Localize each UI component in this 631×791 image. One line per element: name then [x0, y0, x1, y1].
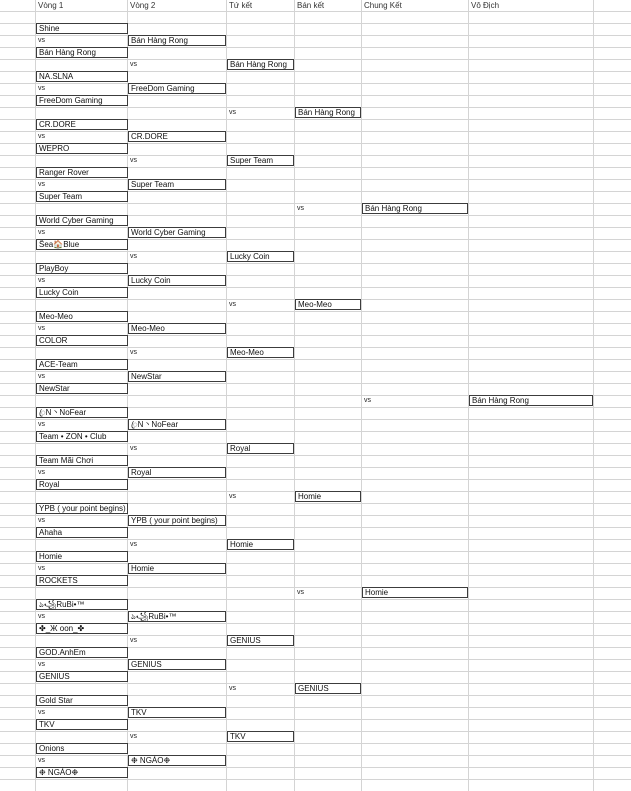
gridline-horizontal [0, 59, 631, 60]
gridline-horizontal [0, 35, 631, 36]
final-team[interactable]: Bán Hàng Rong [362, 203, 468, 214]
gridline-horizontal [0, 731, 631, 732]
champion-team[interactable]: Bán Hàng Rong [469, 395, 593, 406]
gridline-horizontal [0, 347, 631, 348]
vs-label: vs [38, 325, 45, 332]
round2-team[interactable]: ꦿN丶NoFear [128, 419, 226, 430]
gridline-horizontal [0, 179, 631, 180]
vs-label: vs [229, 301, 236, 308]
gridline-horizontal [0, 227, 631, 228]
round1-team[interactable]: CR.DORE [36, 119, 128, 130]
gridline-horizontal [0, 515, 631, 516]
vs-label: vs [130, 445, 137, 452]
quarterfinal-team[interactable]: Lucky Coin [227, 251, 294, 262]
vs-label: vs [130, 157, 137, 164]
vs-label: vs [38, 661, 45, 668]
vs-label: vs [130, 733, 137, 740]
round2-team[interactable]: Royal [128, 467, 226, 478]
round2-team[interactable]: Super Team [128, 179, 226, 190]
vs-label: vs [229, 493, 236, 500]
semifinal-team[interactable]: GENIUS [295, 683, 361, 694]
gridline-horizontal [0, 779, 631, 780]
round2-team[interactable]: Lucky Coin [128, 275, 226, 286]
round1-team[interactable]: Shine [36, 23, 128, 34]
round1-team[interactable]: WEPRO [36, 143, 128, 154]
round1-team[interactable]: Ŝea🏠Blue [36, 239, 128, 250]
header-final: Chung Kết [364, 1, 402, 10]
round2-team[interactable]: FreeDom Gaming [128, 83, 226, 94]
gridline-horizontal [0, 203, 631, 204]
vs-label: vs [38, 517, 45, 524]
round1-team[interactable]: Onions [36, 743, 128, 754]
gridline-horizontal [0, 707, 631, 708]
vs-label: vs [38, 421, 45, 428]
round1-team[interactable]: FreeDom Gaming [36, 95, 128, 106]
vs-label: vs [38, 565, 45, 572]
gridline-horizontal [0, 419, 631, 420]
round2-team[interactable]: TKV [128, 707, 226, 718]
round1-team[interactable]: ꦿN丶NoFear [36, 407, 128, 418]
round1-team[interactable]: Ahaha [36, 527, 128, 538]
round1-team[interactable]: Gold Star [36, 695, 128, 706]
final-team[interactable]: Homie [362, 587, 468, 598]
semifinal-team[interactable]: Homie [295, 491, 361, 502]
gridline-horizontal [0, 611, 631, 612]
vs-label: vs [130, 61, 137, 68]
gridline-horizontal [0, 467, 631, 468]
vs-label: vs [130, 637, 137, 644]
round2-team[interactable]: Bán Hàng Rong [128, 35, 226, 46]
quarterfinal-team[interactable]: Royal [227, 443, 294, 454]
round1-team[interactable]: YPB ( your point begins) [36, 503, 128, 514]
round1-team[interactable]: NA.SLNA [36, 71, 128, 82]
vs-label: vs [229, 109, 236, 116]
round1-team[interactable]: GOD.AnhEm [36, 647, 128, 658]
gridline-horizontal [0, 563, 631, 564]
header-champion: Vô Địch [471, 1, 500, 10]
quarterfinal-team[interactable]: Bán Hàng Rong [227, 59, 294, 70]
round1-team[interactable]: Team • ZON • Club [36, 431, 128, 442]
vs-label: vs [38, 757, 45, 764]
gridline-horizontal [0, 659, 631, 660]
round1-team[interactable]: TKV [36, 719, 128, 730]
gridline-horizontal [0, 275, 631, 276]
round1-team[interactable]: ❉ NGÁO❉ [36, 767, 128, 778]
round2-team[interactable]: NewStar [128, 371, 226, 382]
round2-team[interactable]: CR.DORE [128, 131, 226, 142]
vs-label: vs [38, 277, 45, 284]
vs-label: vs [297, 205, 304, 212]
round2-team[interactable]: YPB ( your point begins) [128, 515, 226, 526]
round1-team[interactable]: Meo-Meo [36, 311, 128, 322]
quarterfinal-team[interactable]: GENIUS [227, 635, 294, 646]
vs-label: vs [130, 541, 137, 548]
gridline-horizontal [0, 11, 631, 12]
vs-label: vs [297, 589, 304, 596]
vs-label: vs [229, 685, 236, 692]
header-round2: Vòng 2 [130, 1, 156, 10]
round2-team[interactable]: ঌ꧁RuBi•™ [128, 611, 226, 622]
vs-label: vs [130, 349, 137, 356]
vs-label: vs [38, 133, 45, 140]
gridline-horizontal [0, 131, 631, 132]
gridline-horizontal [0, 635, 631, 636]
quarterfinal-team[interactable]: Meo-Meo [227, 347, 294, 358]
round1-team[interactable]: Bán Hàng Rong [36, 47, 128, 58]
round2-team[interactable]: Homie [128, 563, 226, 574]
gridline-horizontal [0, 755, 631, 756]
header-quarterfinal: Tứ kết [229, 1, 253, 10]
round1-team[interactable]: Team Mãi Chơi [36, 455, 128, 466]
gridline-horizontal [0, 371, 631, 372]
semifinal-team[interactable]: Bán Hàng Rong [295, 107, 361, 118]
round2-team[interactable]: Meo-Meo [128, 323, 226, 334]
round1-team[interactable]: ACE-Team [36, 359, 128, 370]
round1-team[interactable]: Royal [36, 479, 128, 490]
vs-label: vs [364, 397, 371, 404]
gridline-horizontal [0, 155, 631, 156]
round2-team[interactable]: ❉ NGÁO❉ [128, 755, 226, 766]
round1-team[interactable]: ✤_Ж oon_✤ [36, 623, 128, 634]
round1-team[interactable]: ঌ꧁RuBi•™ [36, 599, 128, 610]
vs-label: vs [38, 85, 45, 92]
header-round1: Vòng 1 [38, 1, 64, 10]
round1-team[interactable]: Homie [36, 551, 128, 562]
gridline-horizontal [0, 587, 631, 588]
round2-team[interactable]: World Cyber Gaming [128, 227, 226, 238]
gridline-horizontal [0, 83, 631, 84]
vs-label: vs [38, 469, 45, 476]
gridline-horizontal [0, 539, 631, 540]
round1-team[interactable]: NewStar [36, 383, 128, 394]
vs-label: vs [38, 613, 45, 620]
quarterfinal-team[interactable]: Homie [227, 539, 294, 550]
quarterfinal-team[interactable]: TKV [227, 731, 294, 742]
round1-team[interactable]: PlayBoy [36, 263, 128, 274]
round1-team[interactable]: Super Team [36, 191, 128, 202]
header-semifinal: Bán kết [297, 1, 325, 10]
vs-label: vs [130, 253, 137, 260]
gridline-horizontal [0, 443, 631, 444]
round1-team[interactable]: ROCKETS [36, 575, 128, 586]
vs-label: vs [38, 181, 45, 188]
round2-team[interactable]: GENIUS [128, 659, 226, 670]
round1-team[interactable]: World Cyber Gaming [36, 215, 128, 226]
round1-team[interactable]: Ranger Rover [36, 167, 128, 178]
quarterfinal-team[interactable]: Super Team [227, 155, 294, 166]
gridline-horizontal [0, 251, 631, 252]
vs-label: vs [38, 37, 45, 44]
vs-label: vs [38, 373, 45, 380]
semifinal-team[interactable]: Meo-Meo [295, 299, 361, 310]
vs-label: vs [38, 229, 45, 236]
round1-team[interactable]: COLOR [36, 335, 128, 346]
round1-team[interactable]: GENIUS [36, 671, 128, 682]
vs-label: vs [38, 709, 45, 716]
gridline-horizontal [0, 323, 631, 324]
round1-team[interactable]: Lucky Coin [36, 287, 128, 298]
